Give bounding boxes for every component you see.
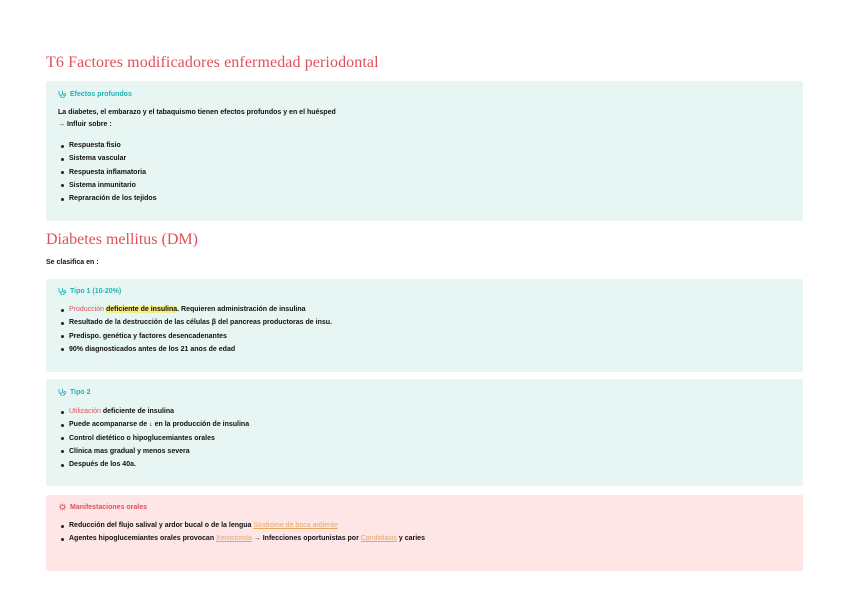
list-item [58,405,249,418]
callout-tipo-1 [46,279,803,372]
link-sindrome-boca-ardiente[interactable]: Síndrome de boca ardiente [253,522,338,529]
stethoscope-icon [58,287,67,295]
highlighted-text: deficiente de insulina [105,306,178,313]
intro-line-1: La diabetes, el embarazo y el tabaquismo tienen efectos profundos y en el huésped [58,109,336,116]
item-text: . Requieren administración de insulina [177,306,306,313]
stethoscope-icon [58,90,67,98]
list-item: Sistema vascular [58,152,157,165]
callout-title [58,287,121,295]
item-text: y caries [396,535,425,543]
list-item: Repraración de los tejidos [58,192,157,205]
list-item [58,303,332,316]
list-item: Después de los 40a. [58,458,249,471]
item-text: deficiente de insulina [100,408,175,415]
list-item: Clínica mas gradual y menos severa [58,445,249,458]
tipo1-list [58,303,332,356]
callout-title-text: Manifestaciones orales [70,503,148,511]
list-item: Puede acompanarse de ↓ en la producción de insulina [58,418,249,431]
callout-title-text: Tipo 1 (10-20%) [70,287,122,295]
list-item: Resultado de la destrucción de las células β del pancreas productoras de insu. [58,316,332,329]
callout-title [58,503,147,511]
page-title: T6 Factores modificadores enfermedad periodontal [46,54,379,71]
list-item [58,532,425,545]
item-text: → Infecciones oportunistas por [251,535,361,543]
item-text: Agentes hipoglucemiantes orales provocan [69,535,217,543]
stethoscope-icon [58,388,67,396]
section-heading-diabetes: Diabetes mellitus (DM) [46,231,198,248]
callout-title [58,90,132,98]
callout-title-text: Tipo 2 [70,388,91,396]
callout-efectos-profundos [46,81,803,221]
classify-text: Se clasifica en : [46,259,99,266]
link-xerostomia[interactable]: Xerostomía [216,535,252,543]
tipo2-list [58,405,249,471]
manifestaciones-list [58,519,425,546]
list-item: Predispo. genética y factores desencadenantes [58,330,332,343]
callout-tipo-2 [46,379,803,486]
list-item: Sistema inmunitario [58,179,157,192]
item-text: Reducción del flujo salival y ardor bucal o de la lengua [69,522,254,529]
red-term: Utilización [69,408,101,415]
list-item: Control dietético o hipoglucemiantes orales [58,432,249,445]
callout-title-text: Efectos profundos [70,90,132,98]
list-item: Respuesta fisio [58,139,157,152]
list-item [58,519,425,532]
bacteria-icon [58,503,67,511]
list-item: Respuesta inflamatoria [58,166,157,179]
callout-manifestaciones-orales [46,495,803,571]
intro-line-2: → Influir sobre : [58,121,112,128]
callout-title [58,388,90,396]
red-term: Producción [69,306,105,313]
list-item: 90% diagnosticados antes de los 21 anos de edad [58,343,332,356]
efectos-list [58,139,157,205]
link-candidiasis[interactable]: Candidiasis [360,535,397,543]
